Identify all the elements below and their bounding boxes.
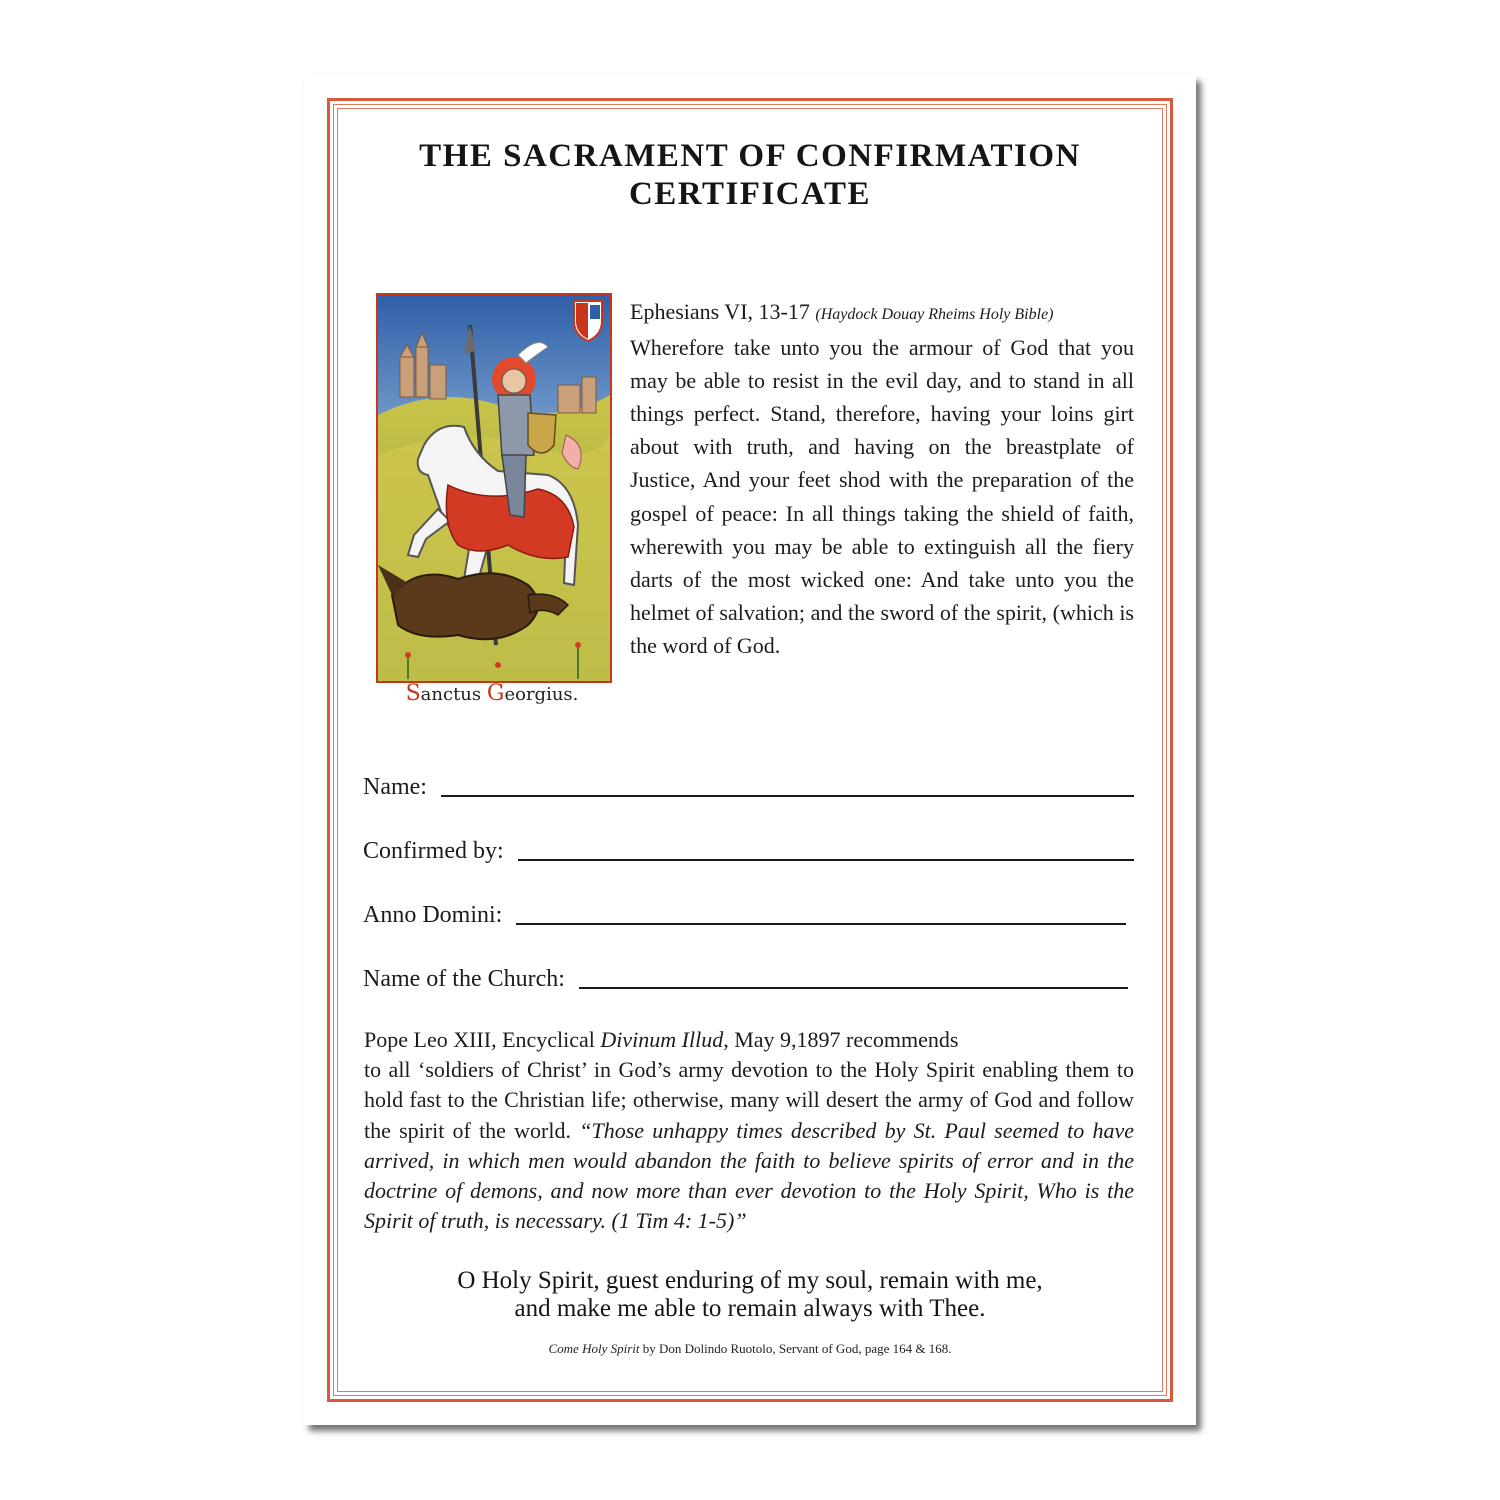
caption-initial-s: S [405, 681, 421, 706]
church-row [363, 959, 1128, 993]
credit-line [304, 1341, 1196, 1357]
scripture-passage [630, 295, 1134, 662]
encyclical-paragraph [364, 1025, 1134, 1236]
credit-book: Come Holy Spirit [548, 1341, 640, 1356]
credit-rest: by Don Dolindo Ruotolo, Servant of God, page 164 & 168. [639, 1341, 952, 1356]
encyclical-body-block [364, 1055, 1134, 1236]
anno-domini-label: Anno Domini: [363, 902, 503, 928]
scripture-source: (Haydock Douay Rheims Holy Bible) [815, 306, 1054, 323]
icon-caption [376, 681, 608, 706]
name-field[interactable] [441, 795, 1134, 797]
confirmed-by-field[interactable] [518, 859, 1134, 861]
prayer-line-2: and make me able to remain always with Thee. [514, 1295, 986, 1322]
title-line-2: CERTIFICATE [628, 176, 872, 212]
certificate-card [304, 75, 1196, 1425]
scripture-text: Wherefore take unto you the armour of God that you may be able to resist in the evil day, and to stand in all things perfect. Stand, therefore, having your loins girt about with truth, and having on the breastplate of Justice, And your feet shod with the preparation of the gospel of peace: In all things taking the shield of faith, wherewith you may be able to extinguish all the fiery darts of the most wicked one: And take unto you the helmet of salvation; and the sword of the spirit, (which is the word of God. [630, 335, 1134, 658]
certificate-title [304, 137, 1196, 213]
scripture-reference-line [630, 295, 1134, 331]
anno-domini-field[interactable] [516, 923, 1126, 925]
prayer-line-1: O Holy Spirit, guest enduring of my soul, remain with me, [457, 1267, 1043, 1294]
caption-part-1: anctus [420, 684, 487, 705]
saint-george-icon [376, 293, 612, 683]
anno-domini-row [363, 895, 1126, 929]
encyclical-first-line [364, 1025, 1134, 1055]
church-label: Name of the Church: [363, 966, 565, 992]
caption-part-2: eorgius. [504, 684, 579, 705]
encyclical-date: , May 9,1897 recommends [723, 1027, 959, 1052]
confirmed-by-label: Confirmed by: [363, 838, 504, 864]
name-row [363, 767, 1134, 801]
encyclical-title: Divinum Illud [600, 1027, 724, 1052]
encyclical-quote: “Those unhappy times described by St. Paul seemed to have arrived, in which men would abandon the faith to believe spirits of error and in the doctrine of demons, and now more than ever devotion to the Holy Spirit, Who is the Spirit of truth, is necessary. (1 Tim 4: 1-5)” [364, 1117, 1134, 1234]
encyclical-body: to all ‘soldiers of Christ’ in God’s army devotion to the Holy Spirit enabling them to hold fast to the Christian life; otherwise, many will desert the army of God and follow the spirit of the world. [364, 1057, 1134, 1143]
caption-initial-g: G [486, 681, 505, 706]
encyclical-intro: Pope Leo XIII, Encyclical [364, 1027, 601, 1052]
confirmed-by-row [363, 831, 1134, 865]
name-label: Name: [363, 774, 427, 800]
title-line-1: THE SACRAMENT OF CONFIRMATION [419, 138, 1081, 174]
scripture-reference: Ephesians VI, 13-17 [630, 299, 810, 324]
prayer [304, 1267, 1196, 1323]
church-field[interactable] [579, 987, 1128, 989]
